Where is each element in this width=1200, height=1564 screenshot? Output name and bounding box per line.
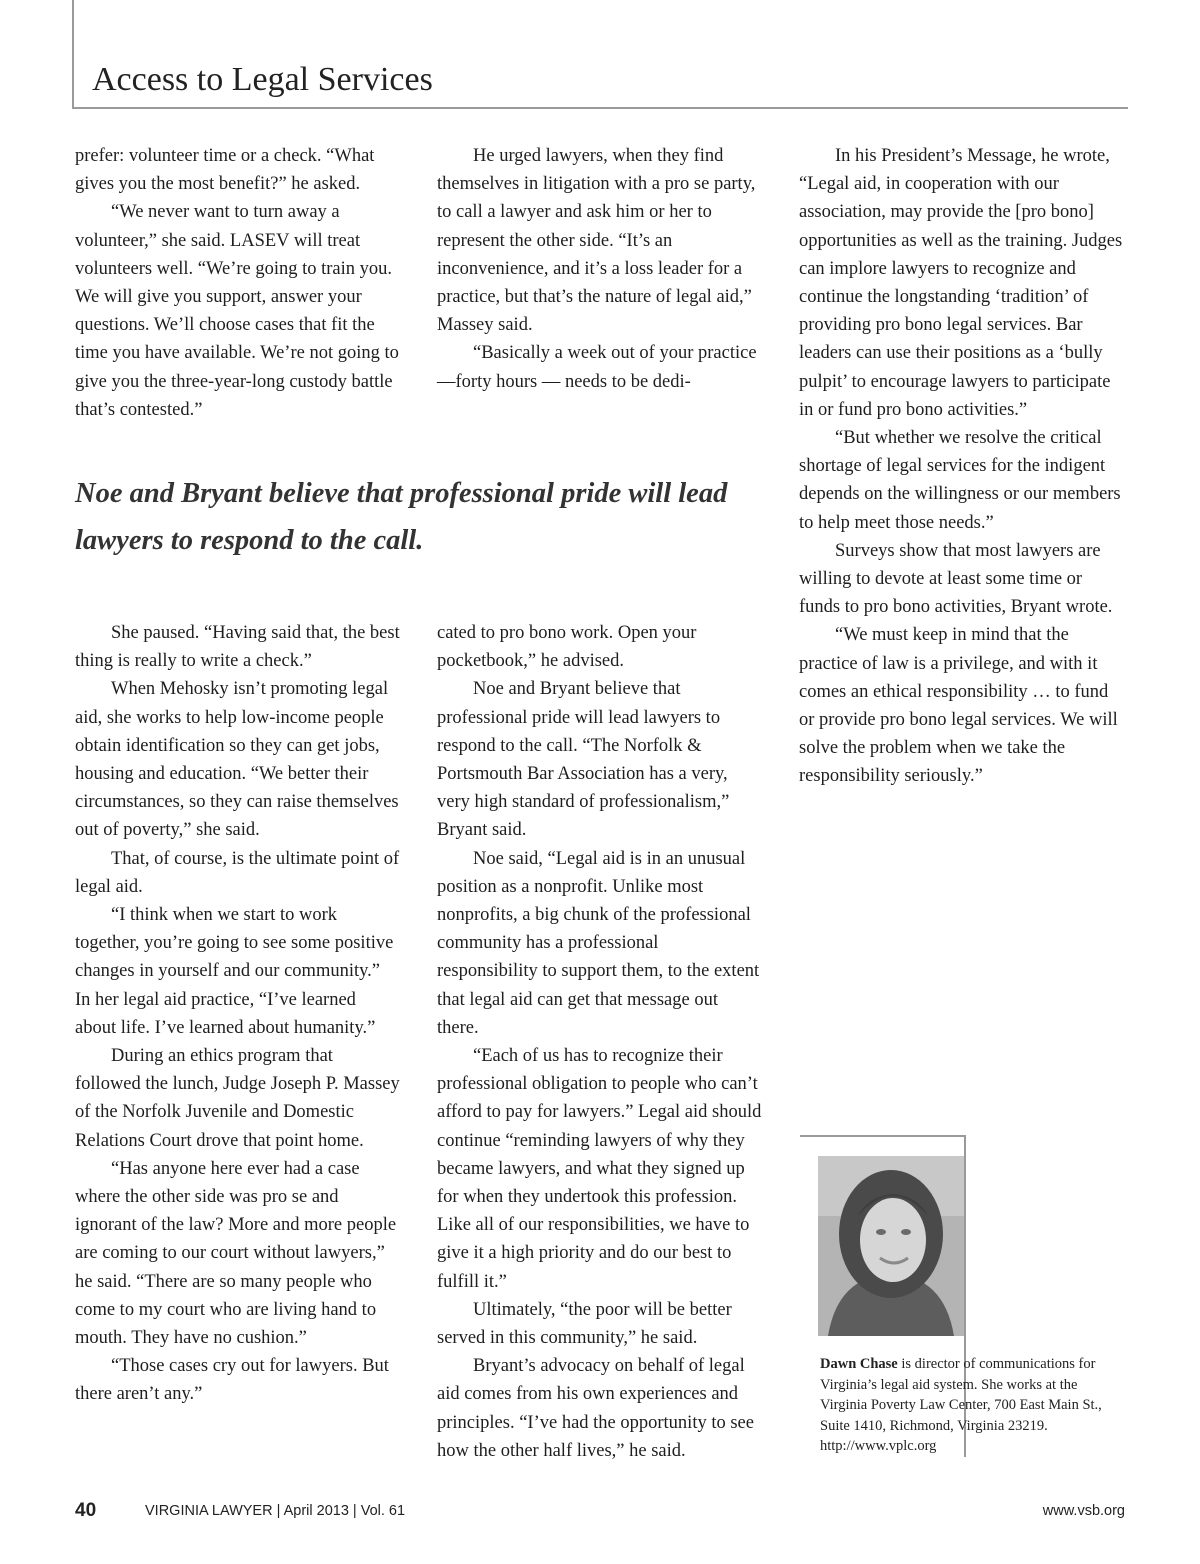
paragraph: Bryant’s advocacy on behalf of legal aid comes from his own experiences and principles. “I’ve had the opportunity to see how the other half lives,” he said. (437, 1356, 754, 1461)
website-link[interactable]: www.vsb.org (1042, 1503, 1125, 1519)
column-2-top (437, 142, 762, 396)
page-footer (75, 1500, 1125, 1524)
paragraph: Ultimately, “the poor will be better served in this community,” he said. (437, 1299, 732, 1349)
author-bio-text: is director of communications for Virginia’s legal aid system. She works at the Virginia Poverty Law Center, 700 East Main St., Suite 1410, Richmond, Virginia 23219. http://www.vplc.org (820, 1356, 1102, 1454)
column-2-bottom (437, 619, 762, 1465)
column-3 (799, 142, 1127, 791)
section-title: Access to Legal Services (92, 61, 433, 98)
author-bio (820, 1354, 1120, 1457)
pull-quote: Noe and Bryant believe that professional pride will lead lawyers to respond to the call. (75, 478, 728, 556)
paragraph: “We never want to turn away a volunteer,” she said. LASEV will treat volunteers well. “We’re going to train you. We will give you support, answer your questions. We’ll choose cases that fit the time you have available. We’re not going to give you the three-year-long custody battle that’s contested.” (75, 202, 399, 420)
paragraph: cated to pro bono work. Open your pocketbook,” he advised. (437, 623, 697, 672)
paragraph: “But whether we resolve the critical shortage of legal services for the indigent depends on the willingness or our members to help meet those needs.” (799, 428, 1121, 533)
paragraph: When Mehosky isn’t promoting legal aid, she works to help low-income people obtain identification so they can get jobs, housing and education. “We better their circumstances, so they can raise themselves out of poverty,” she said. (75, 679, 399, 841)
column-1-bottom (75, 619, 400, 1409)
paragraph: In his President’s Message, he wrote, “Legal aid, in cooperation with our association, may provide the [pro bono] opportunities as well as the training. Judges can implore lawyers to recognize and continue the longstanding ‘tradition’ of providing pro bono legal services. Bar leaders can use their positions as a ‘bully pulpit’ to encourage lawyers to participate in or fund pro bono activities.” (799, 146, 1123, 420)
paragraph: “Each of us has to recognize their professional obligation to people who can’t afford to pay for lawyers.” Legal aid should continue “reminding lawyers of why they became lawyers, and what they signed up for when they undertook this profession. Like all of our responsibilities, we have to give it a high priority and do our best to fulfill it.” (437, 1046, 762, 1292)
paragraph: “We must keep in mind that the practice of law is a privilege, and with it comes an ethical responsibility … to fund or provide pro bono legal services. We will solve the problem when we take the responsibility seriously.” (799, 625, 1118, 787)
header-horizontal-rule (72, 107, 1128, 109)
author-photo (818, 1156, 964, 1336)
paragraph: Noe and Bryant believe that professional pride will lead lawyers to respond to the call. “The Norfolk & Portsmouth Bar Association has a very, very high standard of professionalism,” Bryant said. (437, 679, 730, 841)
magazine-info: VIRGINIA LAWYER | April 2013 | Vol. 61 (145, 1503, 406, 1519)
paragraph: Noe said, “Legal aid is in an unusual position as a nonprofit. Unlike most nonprofits, a big chunk of the professional community has a professional responsibility to support them, to the extent that legal aid can get that message out there. (437, 848, 760, 1038)
page-number: 40 (75, 1500, 97, 1521)
paragraph: prefer: volunteer time or a check. “What gives you the most benefit?” he asked. (75, 146, 375, 195)
paragraph: He urged lawyers, when they find themselves in litigation with a pro se party, to call a lawyer and ask him or her to represent the other side. “It’s an inconvenience, and it’s a loss leader for a practice, but that’s the nature of legal aid,” Massey said. (437, 146, 756, 336)
paragraph: “I think when we start to work together, you’re going to see some positive changes in yourself and our community.” In her legal aid practice, “I’ve learned about life. I’ve learned about humanity.” (75, 905, 394, 1038)
column-1-top (75, 142, 400, 424)
paragraph: She paused. “Having said that, the best thing is really to write a check.” (75, 623, 400, 672)
paragraph: During an ethics program that followed the lunch, Judge Joseph P. Massey of the Norfolk Juvenile and Domestic Relations Court drove that point home. (75, 1046, 400, 1151)
author-name: Dawn Chase (820, 1356, 898, 1372)
paragraph: “Those cases cry out for lawyers. But there aren’t any.” (75, 1356, 389, 1405)
paragraph: “Basically a week out of your practice —forty hours — needs to be dedi- (437, 343, 757, 392)
paragraph: That, of course, is the ultimate point of legal aid. (75, 848, 400, 897)
header-vertical-rule (72, 0, 74, 108)
paragraph: “Has anyone here ever had a case where the other side was pro se and ignorant of the law? More and more people are coming to our court without lawyers,” he said. “There are so many people who come to my court who are living hand to mouth. They have no cushion.” (75, 1158, 397, 1349)
paragraph: Surveys show that most lawyers are willing to devote at least some time or funds to pro bono activities, Bryant wrote. (799, 540, 1113, 618)
